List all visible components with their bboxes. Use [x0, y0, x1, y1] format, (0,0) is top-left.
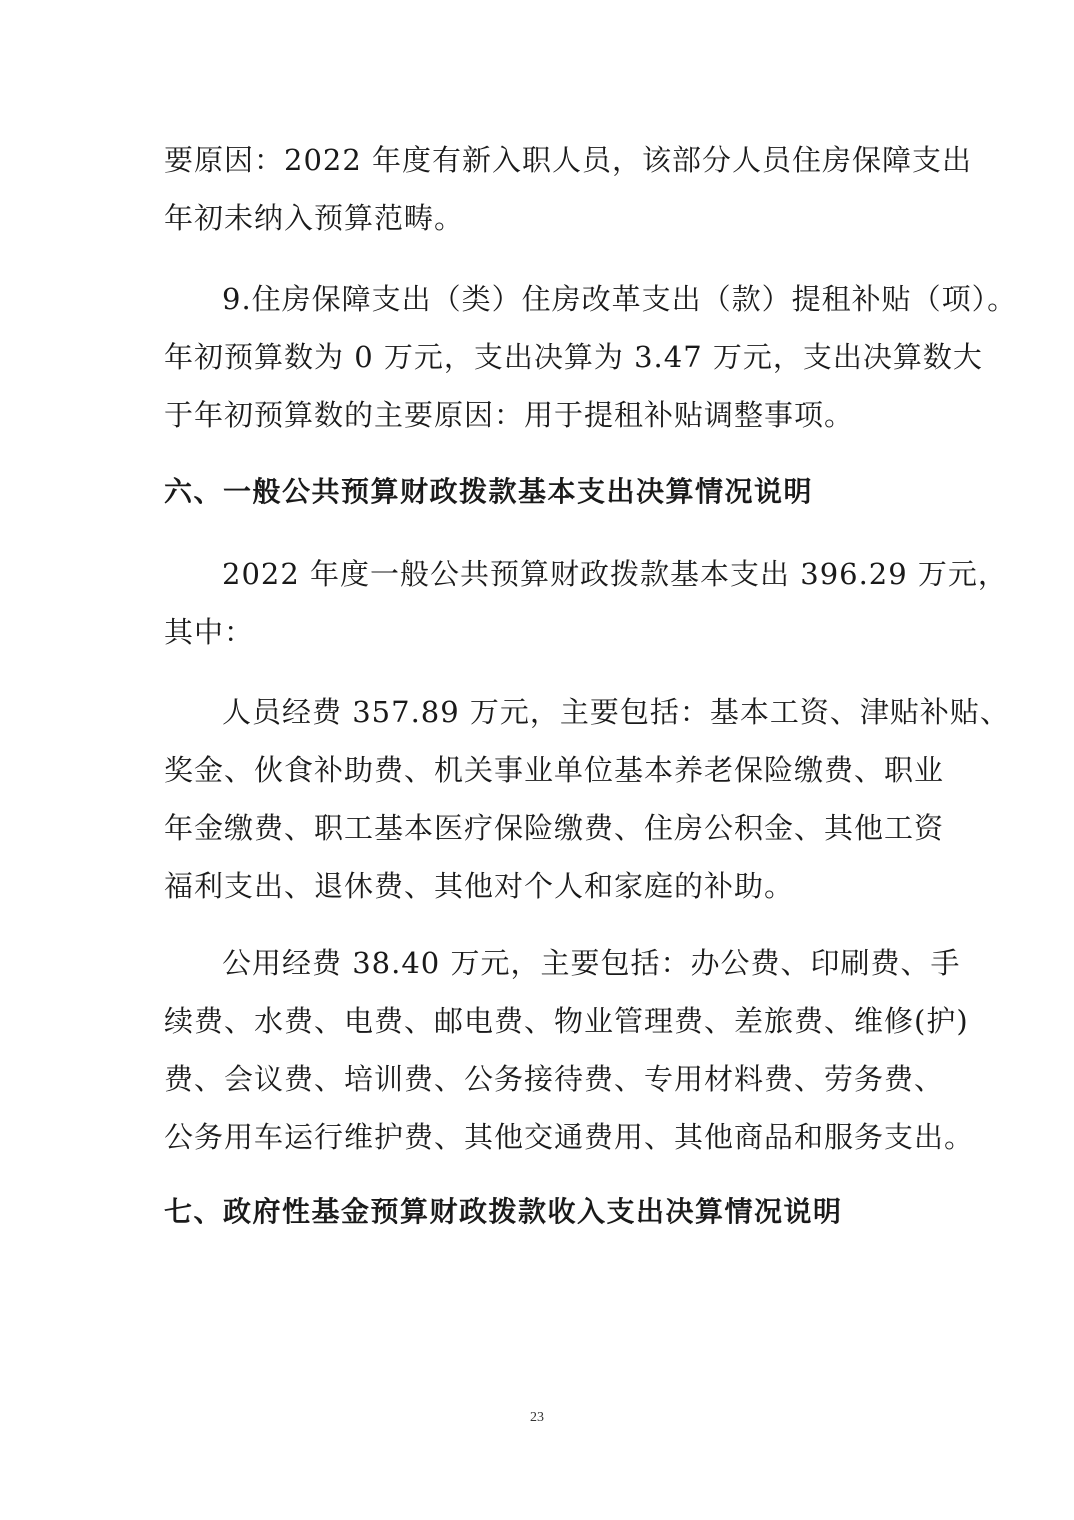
section-heading-6 — [164, 463, 914, 521]
paragraph-item-9-rent-subsidy — [164, 270, 1018, 444]
text-line: 费、会议费、培训费、公务接待费、专用材料费、劳务费、 — [164, 1062, 945, 1096]
text-line: 奖金、伙食补助费、机关事业单位基本养老保险缴费、职业 — [164, 753, 945, 787]
paragraph-public-expenses — [164, 934, 975, 1166]
heading-text: 六、一般公共预算财政拨款基本支出决算情况说明 — [164, 475, 814, 508]
paragraph-personnel-expenses — [164, 683, 1010, 915]
text-line: 公用经费 38.40 万元，主要包括：办公费、印刷费、手 — [222, 946, 961, 980]
text-line: 年初预算数为 0 万元，支出决算为 3.47 万元，支出决算数大 — [164, 340, 983, 374]
text-line: 公务用车运行维护费、其他交通费用、其他商品和服务支出。 — [164, 1120, 975, 1154]
section-heading-7 — [164, 1183, 914, 1241]
text-line: 2022 年度一般公共预算财政拨款基本支出 396.29 万元， — [222, 557, 1008, 591]
text-line: 年初未纳入预算范畴。 — [164, 201, 465, 235]
text-line: 要原因：2022 年度有新入职人员，该部分人员住房保障支出 — [164, 143, 973, 177]
text-line: 其中： — [164, 615, 255, 649]
text-line: 续费、水费、电费、邮电费、物业管理费、差旅费、维修(护) — [164, 1004, 969, 1038]
text-line: 于年初预算数的主要原因：用于提租补贴调整事项。 — [164, 398, 855, 432]
text-line: 人员经费 357.89 万元，主要包括：基本工资、津贴补贴、 — [222, 695, 1010, 729]
heading-text: 七、政府性基金预算财政拨款收入支出决算情况说明 — [164, 1195, 843, 1228]
text-line: 年金缴费、职工基本医疗保险缴费、住房公积金、其他工资 — [164, 811, 945, 845]
text-line: 9.住房保障支出（类）住房改革支出（款）提租补贴（项）。 — [222, 282, 1018, 316]
text-line: 福利支出、退休费、其他对个人和家庭的补助。 — [164, 869, 795, 903]
page-number: 23 — [530, 1410, 544, 1425]
paragraph-housing-reason-continued — [164, 131, 973, 247]
paragraph-basic-expenditure-total — [164, 545, 1008, 661]
